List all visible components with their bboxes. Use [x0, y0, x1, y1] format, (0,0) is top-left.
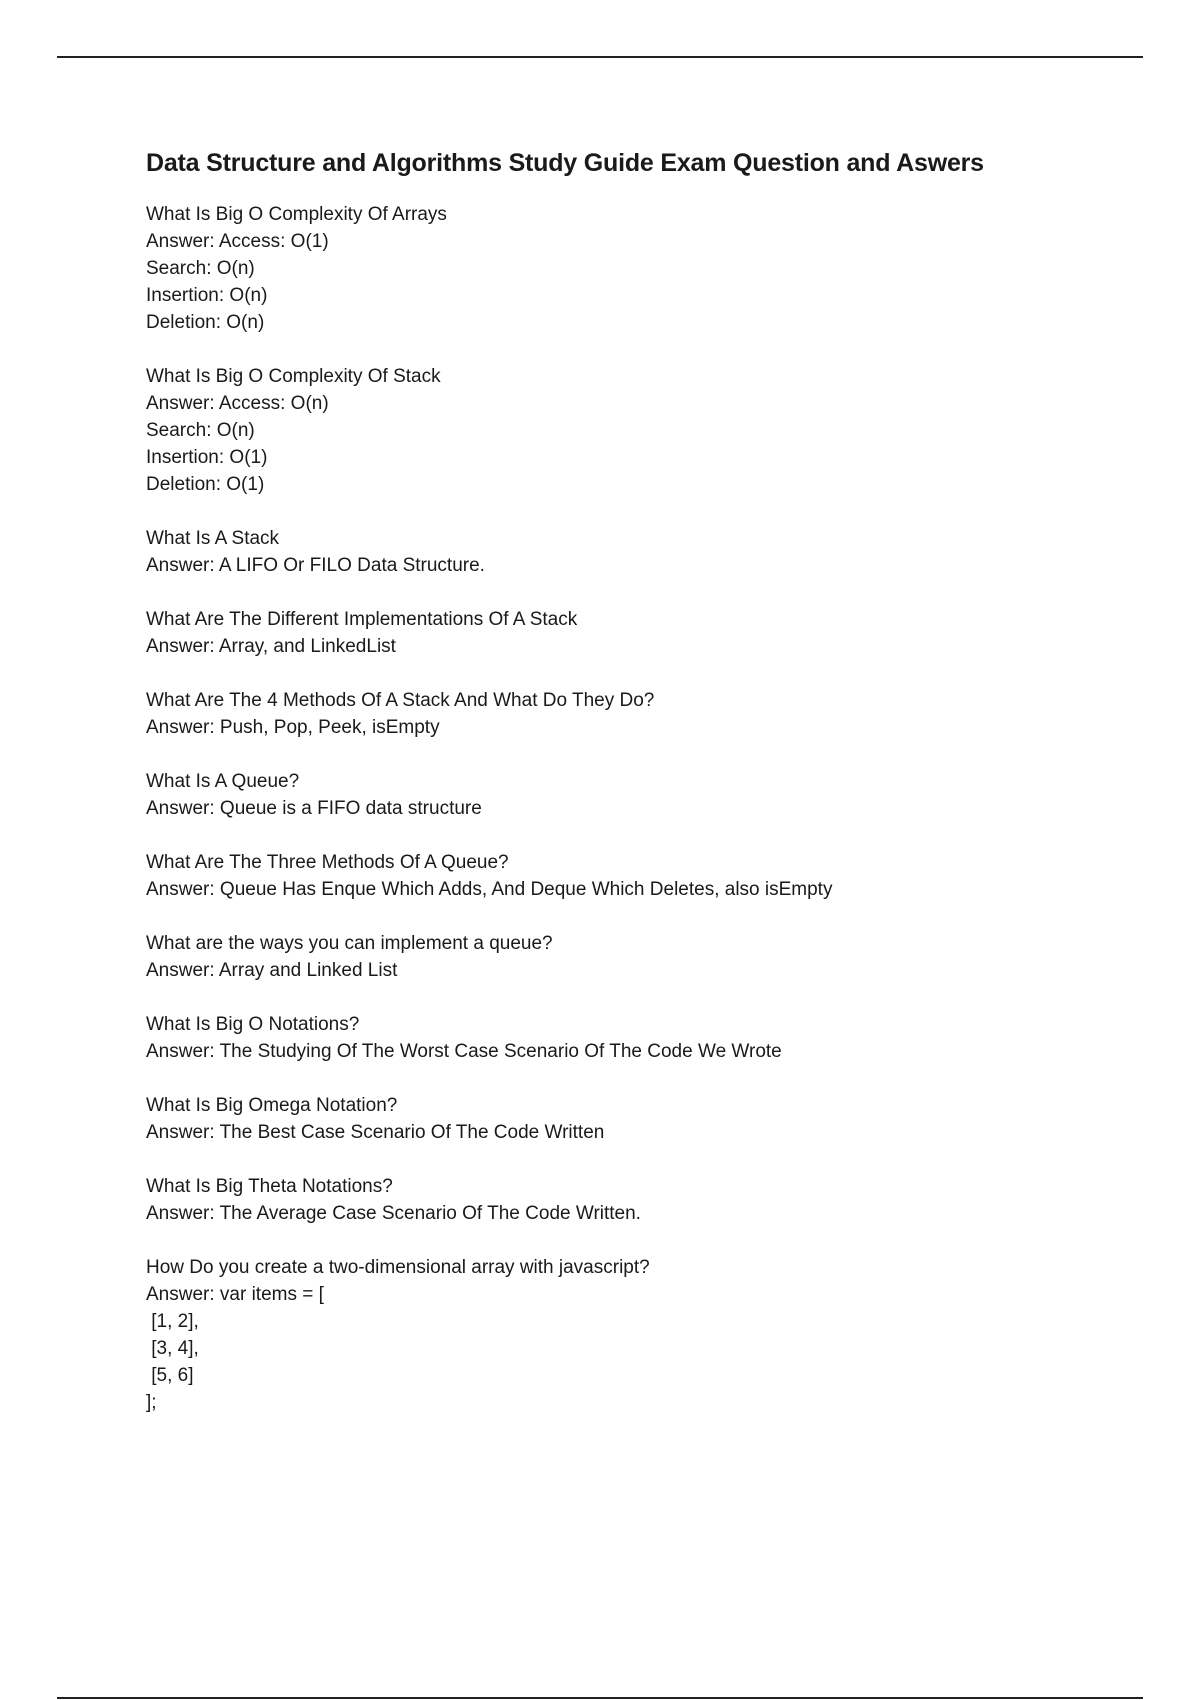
qa-item: [146, 525, 1146, 579]
qa-item: [146, 201, 1146, 336]
answer-line: Answer: Access: O(1): [146, 231, 329, 252]
bottom-divider: [57, 1697, 1143, 1699]
qa-item: [146, 768, 1146, 822]
answer-line: Deletion: O(1): [146, 474, 265, 495]
answer-line: Answer: Push, Pop, Peek, isEmpty: [146, 717, 440, 738]
qa-item: [146, 363, 1146, 498]
question: What Is Big O Notations?: [146, 1014, 360, 1035]
answer-line: Answer: var items = [: [146, 1284, 324, 1305]
answer-line: Answer: Array, and LinkedList: [146, 636, 396, 657]
question: What Is Big O Complexity Of Arrays: [146, 204, 447, 225]
answer-line: Answer: The Average Case Scenario Of The Code Written.: [146, 1203, 641, 1224]
answer-line: Answer: The Studying Of The Worst Case Scenario Of The Code We Wrote: [146, 1041, 782, 1062]
qa-item: [146, 1173, 1146, 1227]
question: What Are The Different Implementations Of A Stack: [146, 609, 578, 630]
question: What are the ways you can implement a queue?: [146, 933, 553, 954]
answer-line: Deletion: O(n): [146, 312, 265, 333]
page-title: Data Structure and Algorithms Study Guide Exam Question and Aswers: [146, 149, 984, 177]
answer-line: Answer: Array and Linked List: [146, 960, 398, 981]
top-divider: [57, 56, 1143, 58]
question: What Are The Three Methods Of A Queue?: [146, 852, 509, 873]
question: What Are The 4 Methods Of A Stack And What Do They Do?: [146, 690, 655, 711]
answer-line: Answer: Queue Has Enque Which Adds, And Deque Which Deletes, also isEmpty: [146, 879, 833, 900]
answer-line: Answer: Access: O(n): [146, 393, 329, 414]
qa-item: [146, 849, 1146, 903]
answer-line: Answer: The Best Case Scenario Of The Code Written: [146, 1122, 605, 1143]
qa-item: [146, 930, 1146, 984]
answer-line: [3, 4],: [146, 1338, 199, 1359]
answer-line: Search: O(n): [146, 258, 255, 279]
qa-item: [146, 1254, 1146, 1416]
answer-line: Answer: A LIFO Or FILO Data Structure.: [146, 555, 485, 576]
document-body: [146, 148, 1146, 1443]
question: What Is A Queue?: [146, 771, 300, 792]
qa-item: [146, 1092, 1146, 1146]
answer-line: [1, 2],: [146, 1311, 199, 1332]
answer-line: Insertion: O(1): [146, 447, 268, 468]
answer-line: [5, 6]: [146, 1365, 194, 1386]
answer-line: Insertion: O(n): [146, 285, 268, 306]
question: What Is Big Omega Notation?: [146, 1095, 398, 1116]
qa-item: [146, 1011, 1146, 1065]
qa-item: [146, 687, 1146, 741]
question: What Is A Stack: [146, 528, 280, 549]
answer-line: Search: O(n): [146, 420, 255, 441]
answer-line: ];: [146, 1392, 157, 1413]
qa-item: [146, 606, 1146, 660]
question: What Is Big Theta Notations?: [146, 1176, 393, 1197]
question: How Do you create a two-dimensional array with javascript?: [146, 1257, 650, 1278]
question: What Is Big O Complexity Of Stack: [146, 366, 441, 387]
answer-line: Answer: Queue is a FIFO data structure: [146, 798, 482, 819]
